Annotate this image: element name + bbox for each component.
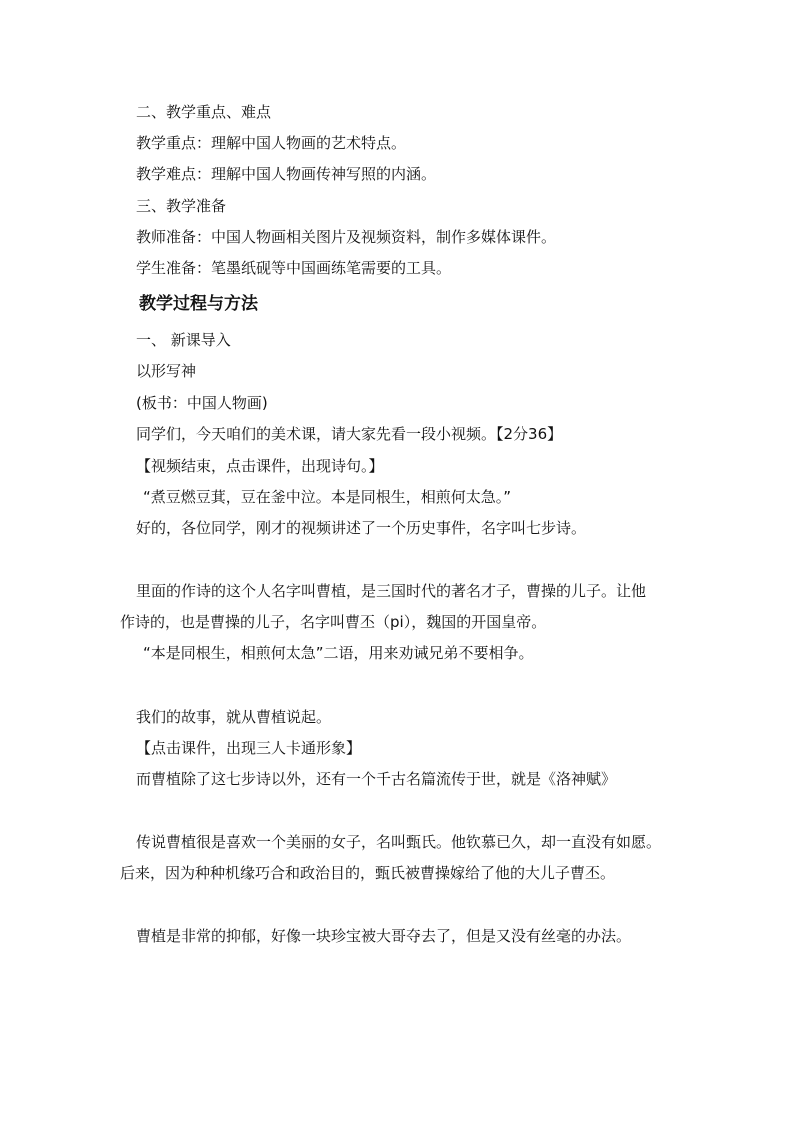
paragraph-line: 【点击课件，出现三人卡通形象】	[136, 739, 362, 757]
section-heading-key-points: 二、教学重点、难点	[136, 103, 272, 121]
paragraph-line: 而曹植除了这七步诗以外，还有一个千古名篇流传于世，就是《洛神赋》	[136, 770, 617, 788]
section-heading-preparation: 三、教学准备	[136, 197, 227, 215]
paragraph-line: 里面的作诗的这个人名字叫曹植，是三国时代的著名才子，曹操的儿子。让他	[136, 582, 647, 600]
paragraph-line: 传说曹植很是喜欢一个美丽的女子，名叫甄氏。他钦慕已久，却一直没有如愿。	[136, 833, 662, 851]
paragraph-line: 学生准备：笔墨纸砚等中国画练笔需要的工具。	[136, 259, 452, 277]
paragraph-line: 同学们，今天咱们的美术课，请大家先看一段小视频。【2分36】	[136, 425, 563, 443]
paragraph-line: (板书：中国人物画)	[136, 394, 268, 412]
paragraph-line: 好的，各位同学，刚才的视频讲述了一个历史事件，名字叫七步诗。	[136, 519, 587, 537]
subsection-heading: 一、 新课导入	[136, 331, 231, 349]
section-title-process: 教学过程与方法	[139, 294, 258, 314]
paragraph-line: 曹植是非常的抑郁，好像一块珍宝被大哥夺去了，但是又没有丝毫的办法。	[136, 927, 632, 945]
paragraph-line: 我们的故事，就从曹植说起。	[136, 708, 332, 726]
paragraph-line: 以形写神	[136, 362, 197, 380]
paragraph-line: 教学重点：理解中国人物画的艺术特点。	[136, 134, 407, 152]
paragraph-line: 【视频结束，点击课件，出现诗句。】	[136, 457, 384, 475]
paragraph-line: 作诗的，也是曹操的儿子，名字叫曹丕（pi），魏国的开国皇帝。	[120, 613, 547, 631]
paragraph-line: 教师准备：中国人物画相关图片及视频资料，制作多媒体课件。	[136, 228, 557, 246]
paragraph-line: “本是同根生，相煎何太急”二语，用来劝诫兄弟不要相争。	[143, 644, 534, 662]
paragraph-line: 后来，因为种种机缘巧合和政治目的，甄氏被曹操嫁给了他的大儿子曹丕。	[120, 864, 616, 882]
paragraph-line: 教学难点：理解中国人物画传神写照的内涵。	[136, 165, 437, 183]
poem-quote: “煮豆燃豆萁，豆在釜中泣。本是同根生，相煎何太急。”	[143, 488, 512, 506]
